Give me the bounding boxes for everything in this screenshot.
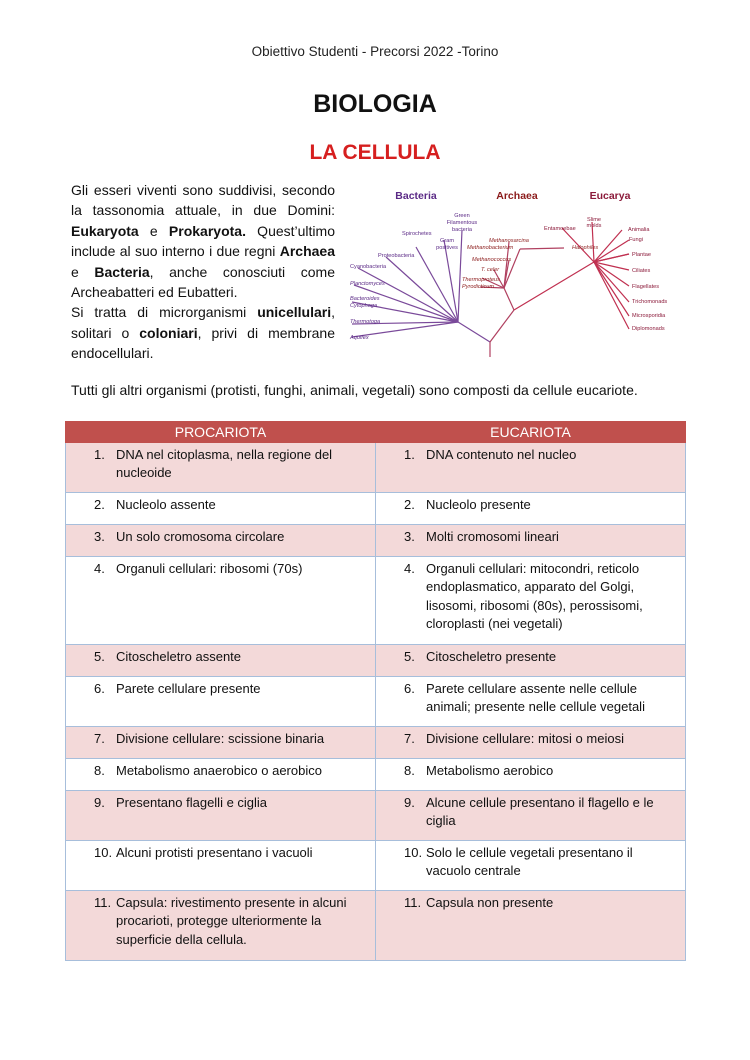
table-row	[66, 645, 686, 677]
item-number: 6.	[94, 681, 105, 696]
intro-paragraph-1	[71, 180, 335, 302]
item-number: 2.	[404, 497, 415, 512]
eucariota-cell	[376, 557, 686, 645]
bacteria-leaf-label: Thermotoga	[350, 319, 381, 325]
archaea-leaf-label: Pyrodicticum	[462, 284, 495, 290]
bacteria-leaf-label: positives	[436, 245, 458, 251]
item-number: 4.	[404, 561, 415, 576]
page-title: BIOLOGIA	[313, 90, 437, 118]
eucariota-cell	[376, 645, 686, 677]
text: , anche conosciuti come Archeabatteri ed Eubatteri.	[71, 263, 335, 301]
eucarya-leaf-label: Fungi	[629, 237, 643, 243]
item-text: Presentano flagelli e ciglia	[116, 795, 268, 810]
item-number: 10.	[404, 845, 423, 860]
item-text: Solo le cellule vegetali presentano il vacuolo centrale	[426, 845, 633, 879]
procariota-cell	[66, 727, 376, 759]
eucarya-leaf-label: Ciliates	[632, 268, 651, 274]
item-number: 7.	[404, 731, 415, 746]
table-row	[66, 525, 686, 557]
cell-content	[404, 446, 677, 464]
cell-content	[94, 446, 367, 483]
item-number: 9.	[404, 795, 415, 810]
archaea-leaf-label: Thermoproteus	[462, 277, 500, 283]
bacteria-leaf-label: Filamentous	[446, 220, 478, 226]
cell-content	[94, 648, 367, 666]
item-number: 6.	[404, 681, 415, 696]
cell-content	[404, 528, 677, 546]
item-number: 4.	[94, 561, 105, 576]
eucariota-cell	[376, 759, 686, 791]
item-number: 9.	[94, 795, 105, 810]
item-text: Capsula: rivestimento presente in alcuni procarioti, protegge ulteriormente la superficie della cellula.	[116, 895, 347, 947]
term-archaea: Archaea	[279, 243, 335, 260]
eucariota-cell	[376, 677, 686, 727]
page-header: Obiettivo Studenti - Precorsi 2022 -Torino	[251, 44, 499, 59]
intro-text	[71, 180, 335, 364]
table-row	[66, 727, 686, 759]
item-text: DNA nel citoplasma, nella regione del nucleoide	[116, 447, 333, 481]
bacteria-leaf-label: Cytophaga	[350, 303, 378, 309]
domain-label-bacteria: Bacteria	[395, 190, 437, 202]
item-number: 11.	[404, 895, 422, 910]
archaea-leaf-label: Methanosarcina	[489, 238, 529, 244]
eucarya-leaf-label: Entamoebae	[544, 226, 576, 232]
cell-content	[94, 730, 367, 748]
cell-content	[404, 496, 677, 514]
column-header-eucariota: EUCARIOTA	[376, 422, 686, 443]
item-number: 8.	[94, 763, 105, 778]
item-text: Citoscheletro presente	[426, 649, 557, 664]
table-row	[66, 791, 686, 841]
item-number: 5.	[404, 649, 415, 664]
procariota-cell	[66, 891, 376, 961]
cell-content	[404, 680, 677, 717]
cell-content	[94, 762, 367, 780]
phylogenetic-tree-diagram	[344, 182, 680, 360]
archaea-leaf-label: Methanobacterium	[467, 245, 514, 251]
eucariota-cell	[376, 525, 686, 557]
item-text: Nucleolo presente	[426, 497, 531, 512]
item-text: Parete cellulare presente	[116, 681, 261, 696]
branch-eucarya-trunk	[514, 262, 594, 310]
text: Si tratta di microrganismi	[71, 304, 258, 321]
eucarya-branch	[594, 230, 622, 262]
domain-label-archaea: Archaea	[496, 190, 538, 202]
item-text: Organuli cellulari: mitocondri, reticolo endoplasmatico, apparato del Golgi, lisosomi, ribosomi (80s), perossisomi, cloroplasti (nei vegetali)	[426, 561, 643, 631]
cell-content	[404, 762, 677, 780]
eucariota-cell	[376, 493, 686, 525]
section-title: LA CELLULA	[309, 141, 441, 164]
intro-paragraph-2	[71, 302, 335, 363]
text: e	[71, 263, 95, 280]
procariota-cell	[66, 557, 376, 645]
cell-content	[404, 730, 677, 748]
item-text: Citoscheletro assente	[116, 649, 242, 664]
bacteria-leaf-label: Proteobacteria	[378, 253, 415, 259]
bacteria-leaf-label: Planctomyces	[350, 281, 385, 287]
body-paragraph: Tutti gli altri organismi (protisti, funghi, animali, vegetali) sono composti da cellule eucariote.	[71, 382, 638, 398]
bacteria-leaf-label: bacteria	[452, 227, 472, 233]
cell-content	[94, 528, 367, 546]
domain-label-eucarya: Eucarya	[589, 190, 631, 202]
archaea-leaf-label: Halophiles	[572, 245, 599, 251]
item-text: Nucleolo assente	[116, 497, 216, 512]
eucarya-leaf-label: Trichomonads	[632, 299, 668, 305]
cell-content	[94, 844, 367, 862]
cell-content	[404, 648, 677, 666]
procariota-cell	[66, 677, 376, 727]
item-number: 3.	[94, 529, 105, 544]
table-row	[66, 891, 686, 961]
eucarya-leaf-label: Flagellates	[632, 284, 660, 290]
item-text: Metabolismo aerobico	[426, 763, 554, 778]
cell-content	[94, 894, 367, 949]
eucarya-branch	[594, 240, 629, 262]
item-text: Alcune cellule presentano il flagello e le ciglia	[426, 795, 654, 829]
item-number: 2.	[94, 497, 105, 512]
eucariota-cell	[376, 841, 686, 891]
item-text: Molti cromosomi lineari	[426, 529, 559, 544]
bacteria-leaf-label: Cyanobacteria	[350, 264, 387, 270]
eucarya-leaf-label: Diplomonads	[632, 326, 665, 332]
eucariota-cell	[376, 791, 686, 841]
eucarya-branch	[594, 262, 629, 316]
text: Gli esseri viventi sono suddivisi, secondo la tassonomia attuale, in due Domini:	[71, 182, 335, 219]
item-text: Divisione cellulare: scissione binaria	[116, 731, 325, 746]
eucarya-leaf-label: Animalia	[628, 227, 650, 233]
cell-content	[404, 844, 677, 881]
procariota-cell	[66, 791, 376, 841]
table-row	[66, 557, 686, 645]
item-number: 5.	[94, 649, 105, 664]
bacteria-leaf-label: Aquifex	[350, 335, 369, 341]
procariota-cell	[66, 493, 376, 525]
term-coloniari: coloniari	[139, 324, 198, 341]
eucariota-cell	[376, 443, 686, 493]
table-row	[66, 759, 686, 791]
bacteria-leaf-label: Gram	[440, 238, 454, 244]
branch-archaea-eucarya	[490, 310, 514, 342]
item-number: 10.	[94, 845, 113, 860]
text: , privi di membrane endocellulari.	[71, 324, 335, 362]
text: Quest’ultimo include al suo interno i due regni	[71, 222, 335, 260]
item-text: Divisione cellulare: mitosi o meiosi	[426, 731, 624, 746]
item-number: 7.	[94, 731, 105, 746]
eucarya-leaf-label: molds	[586, 223, 602, 229]
branch-archaea-trunk	[504, 288, 514, 310]
archaea-leaf-label: Methanococcus	[472, 257, 512, 263]
bacteria-leaf-label: Bacteroides	[350, 296, 380, 302]
eucarya-leaf-label: Plantae	[632, 252, 651, 258]
item-number: 11.	[94, 895, 112, 910]
table-row	[66, 841, 686, 891]
item-number: 8.	[404, 763, 415, 778]
procariota-cell	[66, 525, 376, 557]
text: , solitari o	[71, 304, 335, 341]
term-unicellulari: unicellulari	[257, 304, 332, 321]
archaea-branch	[520, 248, 564, 249]
term-eukaryota: Eukaryota	[71, 222, 139, 239]
bacteria-leaf-label: Green	[454, 213, 470, 219]
eucarya-leaf-label: Microsporidia	[632, 313, 666, 319]
archaea-leaf-label: T. celer	[481, 267, 500, 273]
branch-bacteria-trunk	[458, 322, 490, 342]
cell-content	[94, 560, 367, 578]
term-bacteria: Bacteria	[94, 263, 150, 280]
cell-content	[404, 894, 677, 912]
term-prokaryota: Prokaryota.	[168, 222, 246, 239]
comparison-table	[65, 421, 686, 961]
item-text: Alcuni protisti presentano i vacuoli	[116, 845, 313, 860]
bacteria-branch	[458, 230, 462, 322]
cell-content	[94, 680, 367, 698]
cell-content	[94, 794, 367, 812]
procariota-cell	[66, 645, 376, 677]
procariota-cell	[66, 759, 376, 791]
eucarya-leaf-label: Slime	[587, 217, 601, 223]
eucariota-cell	[376, 727, 686, 759]
table-row	[66, 677, 686, 727]
table-row	[66, 493, 686, 525]
item-number: 1.	[404, 447, 415, 462]
item-number: 1.	[94, 447, 105, 462]
cell-content	[404, 794, 677, 831]
bacteria-leaf-label: Spirochetes	[402, 231, 432, 237]
item-text: Metabolismo anaerobico o aerobico	[116, 763, 322, 778]
procariota-cell	[66, 841, 376, 891]
table-header-row	[66, 422, 686, 443]
text: e	[138, 222, 169, 239]
item-text: Capsula non presente	[426, 895, 554, 910]
table-row	[66, 443, 686, 493]
procariota-cell	[66, 443, 376, 493]
column-header-procariota: PROCARIOTA	[66, 422, 376, 443]
item-text: Un solo cromosoma circolare	[116, 529, 285, 544]
item-text: Parete cellulare assente nelle cellule animali; presente nelle cellule vegetali	[426, 681, 645, 715]
eucariota-cell	[376, 891, 686, 961]
cell-content	[94, 496, 367, 514]
item-text: DNA contenuto nel nucleo	[426, 447, 577, 462]
item-number: 3.	[404, 529, 415, 544]
cell-content	[404, 560, 677, 633]
item-text: Organuli cellulari: ribosomi (70s)	[116, 561, 303, 576]
